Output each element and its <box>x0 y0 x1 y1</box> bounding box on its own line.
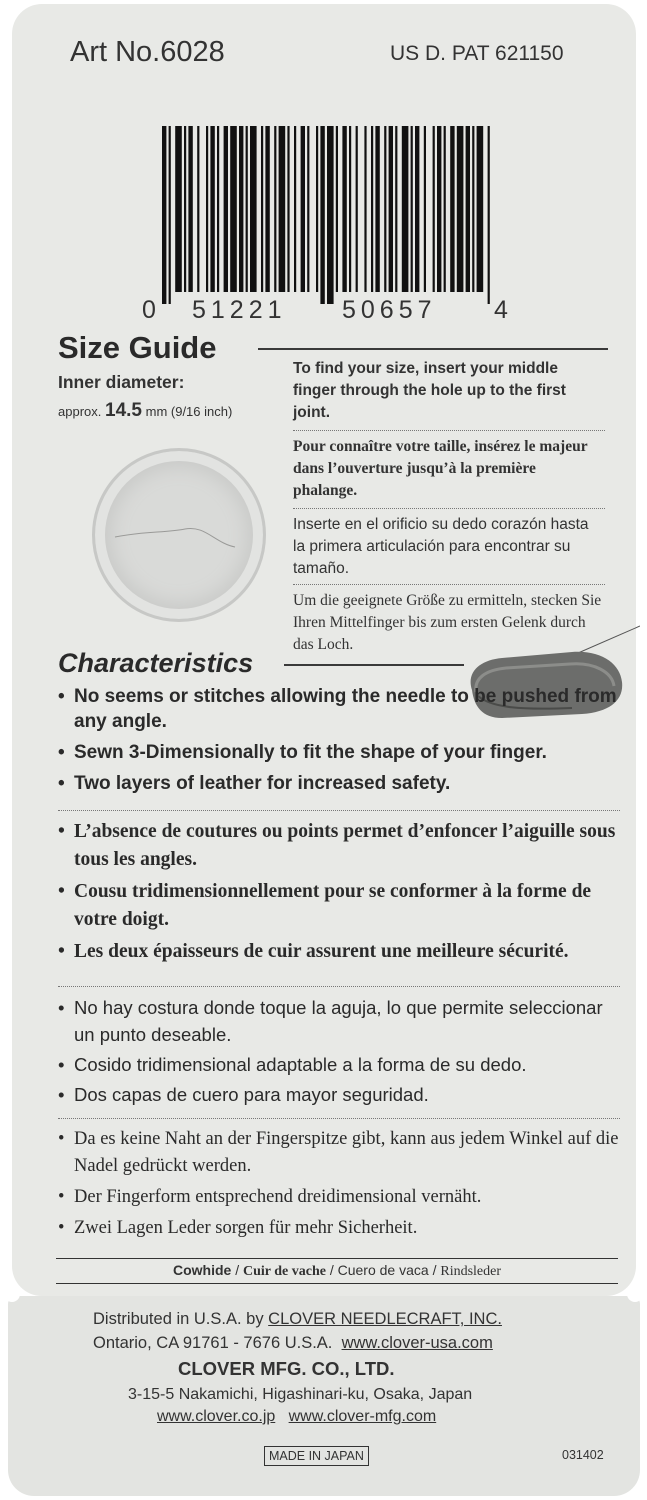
barcode-bar <box>349 126 351 292</box>
barcode-bar <box>175 126 182 292</box>
barcode-bar <box>197 126 199 292</box>
material-es: Cuero de vaca <box>337 1262 429 1278</box>
list-item: • L’absence de coutures ou points permet d’enfoncer l’aiguille sous tous les angles. <box>56 818 626 874</box>
barcode-bar <box>375 126 379 292</box>
barcode-bar <box>364 126 366 292</box>
barcode-bar <box>217 126 219 292</box>
material-de: Rindsleder <box>440 1264 502 1279</box>
list-item: • Cosido tridimensional adaptable a la forma de su dedo. <box>56 1051 626 1078</box>
distributor-prefix: Distributed in U.S.A. by <box>93 1310 264 1328</box>
barcode-bar <box>457 126 464 292</box>
characteristics-rule <box>284 664 464 666</box>
barcode-bar <box>444 126 446 292</box>
barcode-digit-system: 0 <box>142 296 156 324</box>
list-item: • Les deux épaisseurs de cuir assurent une meilleure sécurité. <box>56 938 626 966</box>
barcode-bar <box>411 126 413 292</box>
patent-number: US D. PAT 621150 <box>390 42 564 65</box>
website-1: www.clover.co.jp <box>157 1408 276 1425</box>
barcode-bar <box>279 126 286 292</box>
instruction-en: To find your size, insert your middle finger through the hole up to the first joint. <box>293 360 566 421</box>
barcode-bar <box>184 126 186 292</box>
divider <box>58 1118 620 1119</box>
material-fr: Cuir de vache <box>242 1264 326 1279</box>
barcode-icon <box>160 126 492 304</box>
manufacturer-websites <box>157 1408 436 1426</box>
list-item: • Zwei Lagen Leder sorgen für mehr Sicherheit. <box>56 1215 626 1242</box>
barcode-digits-left: 51221 <box>192 296 287 324</box>
barcode-bar <box>301 126 305 292</box>
separator: / <box>235 1262 240 1278</box>
notch-right <box>627 1286 643 1302</box>
divider <box>293 508 605 509</box>
website-2: www.clover-mfg.com <box>288 1408 437 1425</box>
barcode-bar <box>424 126 426 292</box>
barcode-digits-right: 50657 <box>342 296 437 324</box>
characteristics-fr <box>56 818 626 970</box>
barcode-bar <box>294 126 296 292</box>
hole-crack-icon <box>95 451 263 619</box>
barcode-bar <box>384 126 386 292</box>
list-item: • Der Fingerform entsprechend dreidimensional vernäht. <box>56 1184 626 1211</box>
barcode-bar <box>206 126 208 292</box>
list-item: • Sewn 3-Dimensionally to fit the shape of your finger. <box>56 740 626 765</box>
barcode-bar <box>395 126 397 292</box>
barcode-bar <box>307 126 309 292</box>
product-code: 031402 <box>562 1448 604 1462</box>
barcode-bar <box>389 126 393 292</box>
barcode-bar <box>356 126 358 292</box>
barcode-bar <box>261 126 263 292</box>
manufacturer-address: 3-15-5 Nakamichi, Higashinari-ku, Osaka, Japan <box>128 1386 473 1403</box>
barcode-bar <box>287 126 289 292</box>
characteristics-de <box>56 1126 626 1246</box>
barcode-bar <box>210 126 214 292</box>
barcode-bar <box>336 126 338 292</box>
barcode-bar <box>466 126 470 292</box>
distributor-website: www.clover-usa.com <box>341 1334 493 1352</box>
size-guide-rule <box>258 348 608 350</box>
inner-diameter-value <box>58 400 232 422</box>
material-en: Cowhide <box>172 1262 232 1278</box>
list-item: • Two layers of leather for increased safety. <box>56 771 626 796</box>
barcode-bar <box>224 126 228 292</box>
barcode-bar <box>488 126 490 304</box>
instruction-fr: Pour connaître votre taille, insérez le majeur dans l’ouverture jusqu’à la première phalange. <box>293 438 588 499</box>
barcode-bar <box>169 126 171 304</box>
distributor-address-line <box>93 1334 493 1353</box>
barcode-bar <box>162 126 166 304</box>
barcode-bar <box>472 126 474 292</box>
approx-unit: mm (9/16 inch) <box>145 404 233 419</box>
size-guide-title: Size Guide <box>58 330 217 365</box>
characteristics-es <box>56 994 626 1111</box>
notch-left <box>4 1286 20 1302</box>
article-number: Art No.6028 <box>70 36 225 68</box>
barcode-bar <box>320 126 324 304</box>
characteristics-en <box>56 684 626 802</box>
distributor-line <box>93 1310 502 1329</box>
barcode-bar <box>342 126 346 292</box>
barcode-bar <box>415 126 419 292</box>
list-item: • Da es keine Naht an der Fingerspitze gibt, kann aus jedem Winkel auf die Nadel gedrückt werden. <box>56 1126 626 1180</box>
made-in-badge: MADE IN JAPAN <box>264 1446 369 1466</box>
list-item: • No hay costura donde toque la aguja, lo que permite seleccionar un punto deseable. <box>56 994 626 1048</box>
manufacturer-name: CLOVER MFG. CO., LTD. <box>178 1358 395 1379</box>
barcode-bar <box>433 126 435 292</box>
inner-diameter-label: Inner diameter: <box>58 372 185 392</box>
barcode-bar <box>437 126 441 292</box>
barcode-bar <box>188 126 192 292</box>
barcode-bar <box>239 126 243 292</box>
divider <box>58 810 620 811</box>
list-item: • No seems or stitches allowing the needle to be pushed from any angle. <box>56 684 626 734</box>
material-line <box>56 1258 618 1284</box>
divider <box>58 986 620 987</box>
separator: / <box>432 1262 437 1278</box>
barcode-digit-check: 4 <box>494 296 508 324</box>
divider <box>293 430 605 431</box>
barcode-bar <box>371 126 373 292</box>
barcode-bar <box>274 126 276 292</box>
barcode-bar <box>477 126 484 292</box>
barcode-bar <box>316 126 318 292</box>
approx-prefix: approx. <box>58 404 102 419</box>
sizing-hole <box>92 448 266 622</box>
list-item: • Cousu tridimensionnellement pour se conformer à la forme de votre doigt. <box>56 878 626 934</box>
barcode-bar <box>327 126 334 304</box>
distributor-company: CLOVER NEEDLECRAFT, INC. <box>268 1310 502 1328</box>
barcode-bar <box>246 126 248 292</box>
approx-number: 14.5 <box>105 400 142 421</box>
barcode-bar <box>450 126 454 292</box>
barcode-bar <box>402 126 409 292</box>
instruction-de: Um die geeignete Größe zu ermitteln, stecken Sie Ihren Mittelfinger bis zum ersten Gelenk durch das Loch. <box>293 592 602 653</box>
barcode-bar <box>250 126 257 292</box>
list-item: • Dos capas de cuero para mayor seguridad. <box>56 1081 626 1108</box>
instruction-es: Inserte en el orificio su dedo corazón hasta la primera articulación para encontrar su tamaño. <box>293 516 589 577</box>
divider <box>293 584 605 585</box>
barcode-bar <box>230 126 237 292</box>
characteristics-title: Characteristics <box>58 648 254 678</box>
separator: / <box>329 1262 334 1278</box>
distributor-address: Ontario, CA 91761 - 7676 U.S.A. <box>93 1334 333 1352</box>
barcode-bar <box>265 126 269 292</box>
